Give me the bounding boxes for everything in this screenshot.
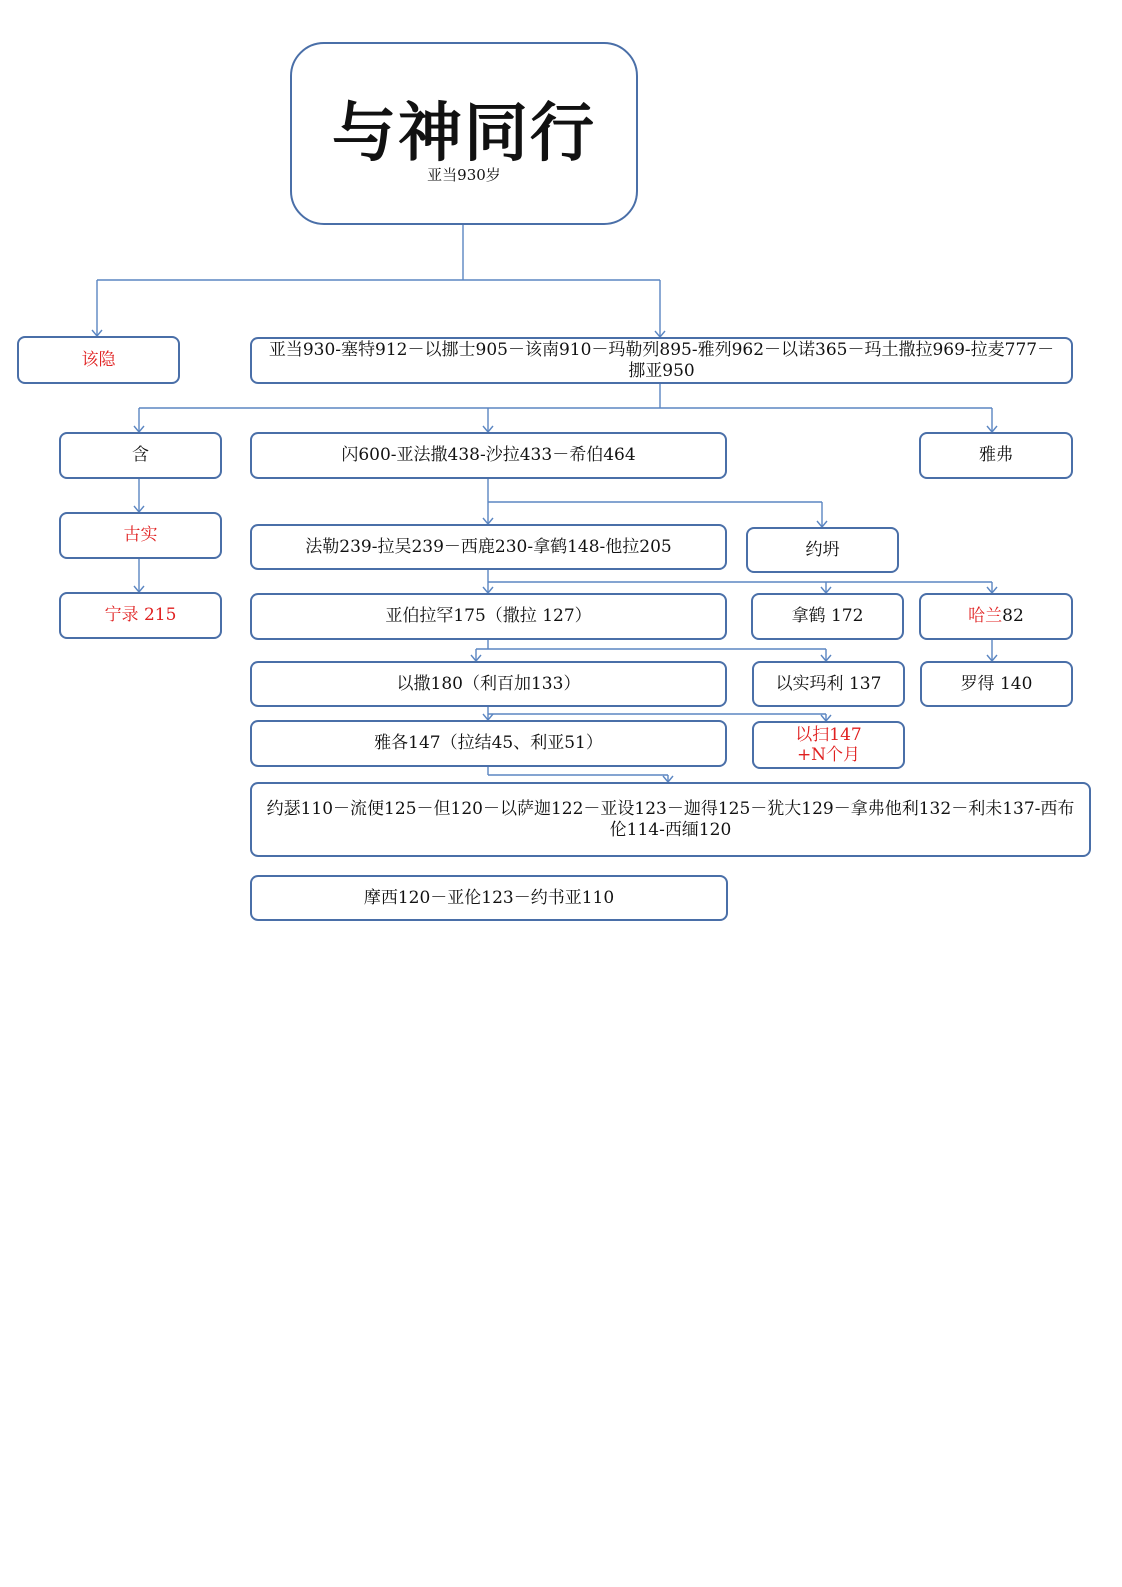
node-line-moses: 摩西120－亚伦123－约书亚110 (250, 875, 728, 921)
node-nahor: 拿鹤 172 (751, 593, 904, 640)
node-esau-line2: +N个月 (796, 745, 861, 765)
node-japheth: 雅弗 (919, 432, 1073, 479)
node-joktan: 约坍 (746, 527, 899, 573)
node-ishmael: 以实玛利 137 (752, 661, 905, 707)
node-jacob: 雅各147（拉结45、利亚51） (250, 720, 727, 767)
title-box (290, 42, 638, 225)
node-haran-age: 82 (1002, 606, 1024, 626)
node-haran-name: 哈兰 (968, 606, 1003, 626)
node-lot: 罗得 140 (920, 661, 1073, 707)
node-haran (919, 593, 1073, 640)
title-subtitle: 亚当930岁 (427, 165, 501, 184)
node-line-peleg: 法勒239-拉吴239－西鹿230-拿鹤148-他拉205 (250, 524, 727, 570)
node-line-joseph: 约瑟110－流便125－但120－以萨迦122－亚设123－迦得125－犹大129－拿弗他利132－利未137-西布伦114-西缅120 (250, 782, 1091, 857)
node-cush: 古实 (59, 512, 222, 559)
node-isaac: 以撒180（利百加133） (250, 661, 727, 707)
node-abraham: 亚伯拉罕175（撒拉 127） (250, 593, 727, 640)
node-ham: 含 (59, 432, 222, 479)
node-gaiyin: 该隐 (17, 336, 180, 384)
node-esau (752, 721, 905, 769)
page-title: 与神同行 (332, 96, 596, 171)
node-nimrod: 宁录 215 (59, 592, 222, 639)
node-esau-line1: 以扫147 (795, 725, 862, 745)
node-line-shem: 闪600-亚法撒438-沙拉433－希伯464 (250, 432, 727, 479)
node-line-adam: 亚当930-塞特912－以挪士905－该南910－玛勒列895-雅列962－以诺365－玛土撒拉969-拉麦777－挪亚950 (250, 337, 1073, 384)
